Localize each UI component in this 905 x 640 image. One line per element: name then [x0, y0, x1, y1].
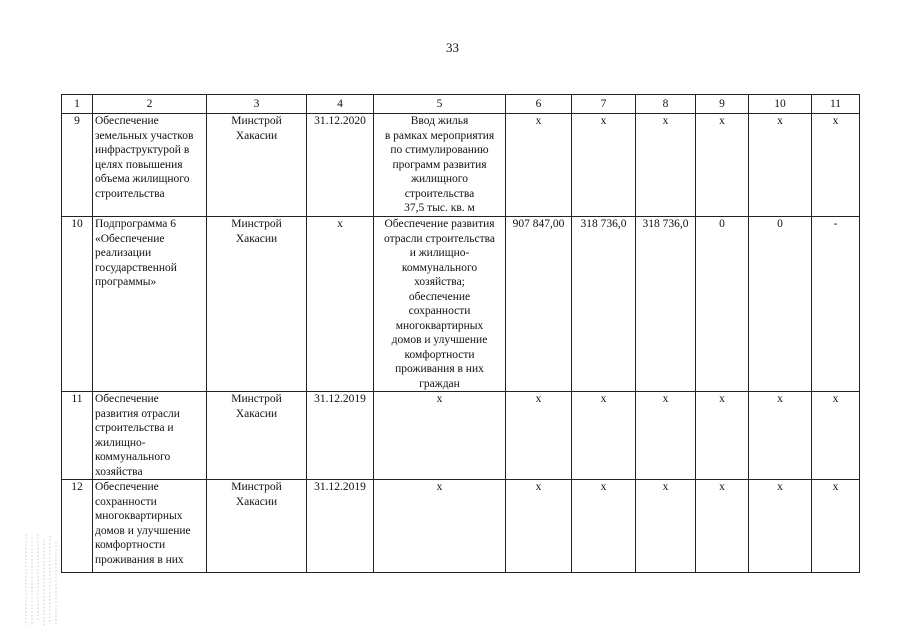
table-row	[62, 392, 860, 480]
cell-col-9: х	[696, 392, 749, 480]
activity-name: Подпрограмма 6 «Обеспечение реализации государственной программы»	[93, 217, 207, 392]
cell-col-7: х	[572, 392, 636, 480]
cell-col-10: х	[749, 480, 812, 573]
header-row	[62, 95, 860, 114]
row-number: 12	[62, 480, 93, 573]
activity-name: Обеспечение сохранности многоквартирных домов и улучшение комфортности проживания в них	[93, 480, 207, 573]
header-cell: 7	[572, 95, 636, 114]
table-row	[62, 480, 860, 573]
activity-name: Обеспечение развития отрасли строительства и жилищно- коммунального хозяйства	[93, 392, 207, 480]
cell-col-7: 318 736,0	[572, 217, 636, 392]
deadline: 31.12.2020	[307, 114, 374, 217]
cell-col-9: х	[696, 480, 749, 573]
deadline: 31.12.2019	[307, 392, 374, 480]
cell-col-10: 0	[749, 217, 812, 392]
header-cell: 8	[636, 95, 696, 114]
header-cell: 2	[93, 95, 207, 114]
row-number: 9	[62, 114, 93, 217]
cell-col-11: х	[812, 114, 860, 217]
cell-col-8: 318 736,0	[636, 217, 696, 392]
cell-col-8: х	[636, 114, 696, 217]
executor: Минстрой Хакасии	[207, 392, 307, 480]
cell-col-7: х	[572, 114, 636, 217]
cell-col-6: х	[506, 114, 572, 217]
row-number: 11	[62, 392, 93, 480]
cell-col-8: х	[636, 480, 696, 573]
cell-col-8: х	[636, 392, 696, 480]
cell-col-6: х	[506, 480, 572, 573]
cell-col-6: х	[506, 392, 572, 480]
header-cell: 1	[62, 95, 93, 114]
cell-col-9: х	[696, 114, 749, 217]
cell-col-10: х	[749, 392, 812, 480]
expected-result: Ввод жилья в рамках мероприятия по стимулированию программ развития жилищного строительства 37,5 тыс. кв. м	[374, 114, 506, 217]
expected-result: Обеспечение развития отрасли строительства и жилищно- коммунального хозяйства; обеспечение сохранности многоквартирных домов и улучшение комфортности проживания в них граждан	[374, 217, 506, 392]
expected-result: х	[374, 392, 506, 480]
header-cell: 11	[812, 95, 860, 114]
cell-col-6: 907 847,00	[506, 217, 572, 392]
deadline: 31.12.2019	[307, 480, 374, 573]
header-cell: 10	[749, 95, 812, 114]
expected-result: х	[374, 480, 506, 573]
cell-col-11: х	[812, 392, 860, 480]
executor: Минстрой Хакасии	[207, 114, 307, 217]
cell-col-11: х	[812, 480, 860, 573]
page-number: 33	[446, 40, 459, 55]
registration-stamp-mark	[22, 530, 62, 630]
table-row	[62, 114, 860, 217]
table-row	[62, 217, 860, 392]
cell-col-7: х	[572, 480, 636, 573]
activity-name: Обеспечение земельных участков инфраструктурой в целях повышения объема жилищного строительства	[93, 114, 207, 217]
cell-col-10: х	[749, 114, 812, 217]
cell-col-9: 0	[696, 217, 749, 392]
executor: Минстрой Хакасии	[207, 217, 307, 392]
header-cell: 9	[696, 95, 749, 114]
header-cell: 5	[374, 95, 506, 114]
executor: Минстрой Хакасии	[207, 480, 307, 573]
header-cell: 6	[506, 95, 572, 114]
cell-col-11: -	[812, 217, 860, 392]
header-cell: 3	[207, 95, 307, 114]
header-cell: 4	[307, 95, 374, 114]
deadline: х	[307, 217, 374, 392]
row-number: 10	[62, 217, 93, 392]
plan-table	[61, 94, 860, 573]
